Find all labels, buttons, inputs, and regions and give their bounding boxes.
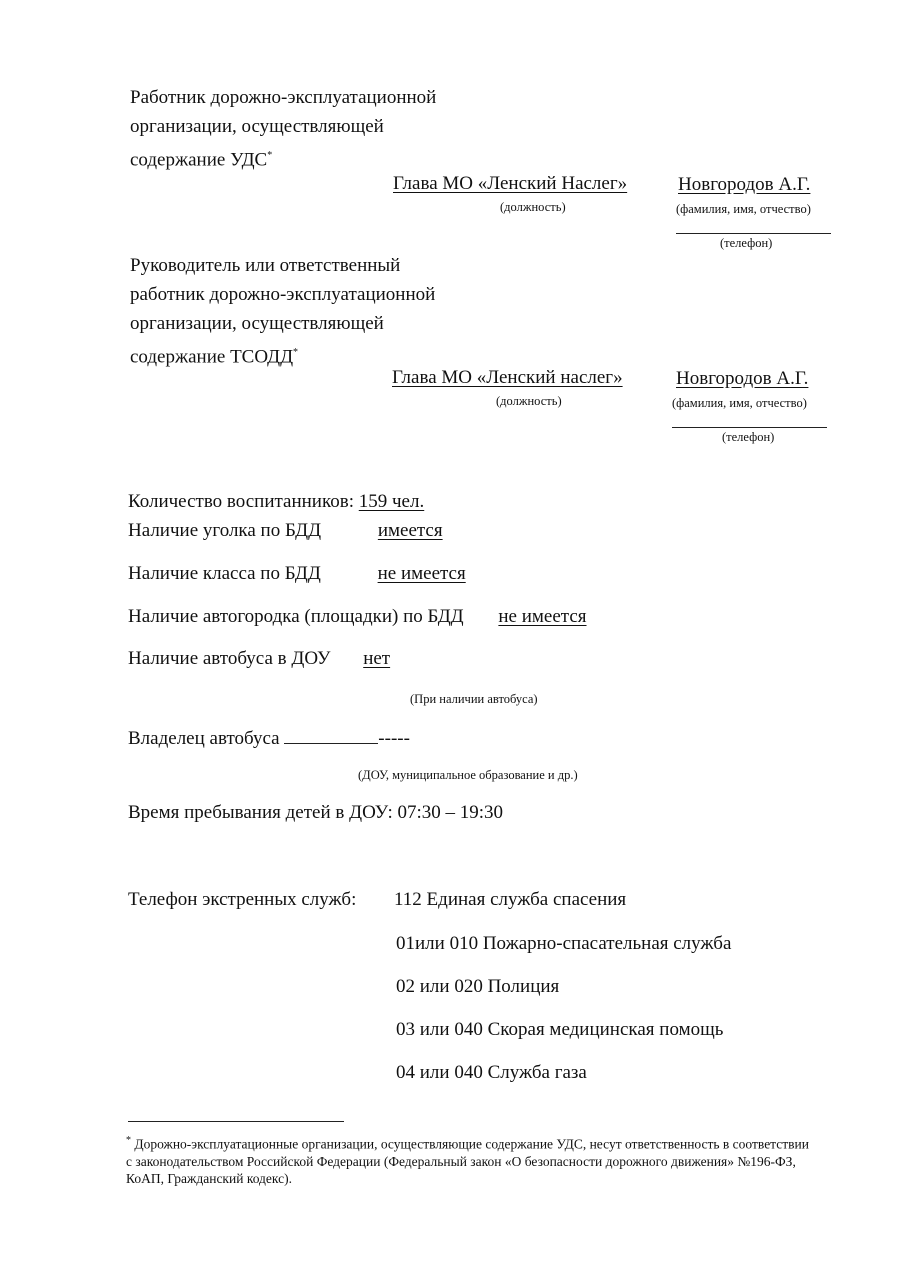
corner-value: имеется (377, 520, 443, 541)
emergency-item: 04 или 040 Служба газа (396, 1062, 587, 1083)
section2-name-caption: (фамилия, имя, отчество) (672, 396, 807, 410)
emergency-item: 112 Единая служба спасения (394, 889, 627, 910)
section2-title-line: работник дорожно-эксплуатационной (130, 284, 436, 305)
section1-title-line: организации, осуществляющей (130, 116, 384, 137)
blank-fill (328, 520, 378, 542)
class-value-wrap (326, 563, 466, 584)
autotown-value: не имеется (498, 606, 587, 627)
owner-caption: (ДОУ, муниципальное образование и др.) (358, 768, 578, 782)
bus-caption: (При наличии автобуса) (410, 692, 538, 706)
section1-title-line-text: содержание УДС (130, 149, 268, 171)
section2-position-caption: (должность) (496, 394, 562, 408)
bus-row (128, 648, 390, 670)
emergency-label: Телефон экстренных служб: (128, 889, 357, 910)
owner-label: Владелец автобуса (128, 728, 280, 749)
footnote-asterisk: * (293, 347, 299, 358)
section1-phone-caption: (телефон) (720, 236, 773, 250)
blank-fill (337, 648, 363, 670)
section1-title-line: Работник дорожно-эксплуатационной (130, 87, 437, 108)
class-label: Наличие класса по БДД (128, 563, 321, 584)
class-value: не имеется (377, 563, 466, 584)
owner-blank-line (284, 725, 378, 744)
footnote (126, 1132, 816, 1187)
section2-title-line-text: содержание ТСОДД (130, 346, 294, 368)
blank-fill (470, 606, 498, 628)
section2-name-value: Новгородов А.Г. (676, 368, 809, 389)
section2-title-line: организации, осуществляющей (130, 313, 384, 334)
pupils-value: 159 чел. (358, 491, 425, 512)
section1-title (130, 83, 436, 174)
section2-phone-line (672, 427, 827, 428)
autotown-row (128, 606, 587, 628)
section1-title-line (130, 141, 436, 174)
section2-title (130, 251, 435, 371)
corner-label: Наличие уголка по БДД (128, 520, 322, 541)
section2-position-value: Глава МО «Ленский наслег» (392, 367, 623, 388)
owner-value: ----- (378, 728, 410, 749)
section1-position-caption: (должность) (500, 200, 566, 214)
emergency-item: 02 или 020 Полиция (396, 976, 560, 997)
stay-time: Время пребывания детей в ДОУ: 07:30 – 19:30 (128, 802, 504, 823)
pupils-row (128, 491, 424, 513)
bus-label: Наличие автобуса в ДОУ (128, 648, 331, 669)
section1-position-value: Глава МО «Ленский Наслег» (393, 173, 628, 194)
section1-name-caption: (фамилия, имя, отчество) (676, 202, 811, 216)
section1-name-value: Новгородов А.Г. (678, 174, 811, 195)
bus-value: нет (363, 648, 391, 669)
section2-title-line (130, 338, 435, 371)
section2-title-line: Руководитель или ответственный (130, 255, 401, 276)
section2-phone-caption: (телефон) (722, 430, 775, 444)
footnote-text: Дорожно-эксплуатационные организации, осуществляющие содержание УДС, несут ответственность в соответствии с законодательством Российской Федерации (Федеральный закон «О безопасности дорожного движения» №196-ФЗ, КоАП, Гражданский кодекс). (126, 1136, 809, 1186)
corner-value-wrap (326, 520, 443, 541)
corner-row (128, 520, 443, 542)
autotown-label: Наличие автогородка (площадки) по БДД (128, 606, 464, 627)
pupils-label: Количество воспитанников: (128, 491, 354, 512)
bus-value-wrap (335, 648, 390, 669)
blank-fill (328, 563, 378, 585)
owner-row (128, 725, 410, 750)
footnote-mark: * (126, 1135, 131, 1146)
class-row (128, 563, 466, 585)
footnote-asterisk: * (267, 150, 273, 161)
autotown-value-wrap (468, 606, 586, 627)
footnote-separator (128, 1121, 344, 1122)
emergency-item: 03 или 040 Скорая медицинская помощь (396, 1019, 724, 1040)
emergency-item: 01или 010 Пожарно-спасательная служба (396, 933, 732, 954)
section1-phone-line (676, 233, 831, 234)
